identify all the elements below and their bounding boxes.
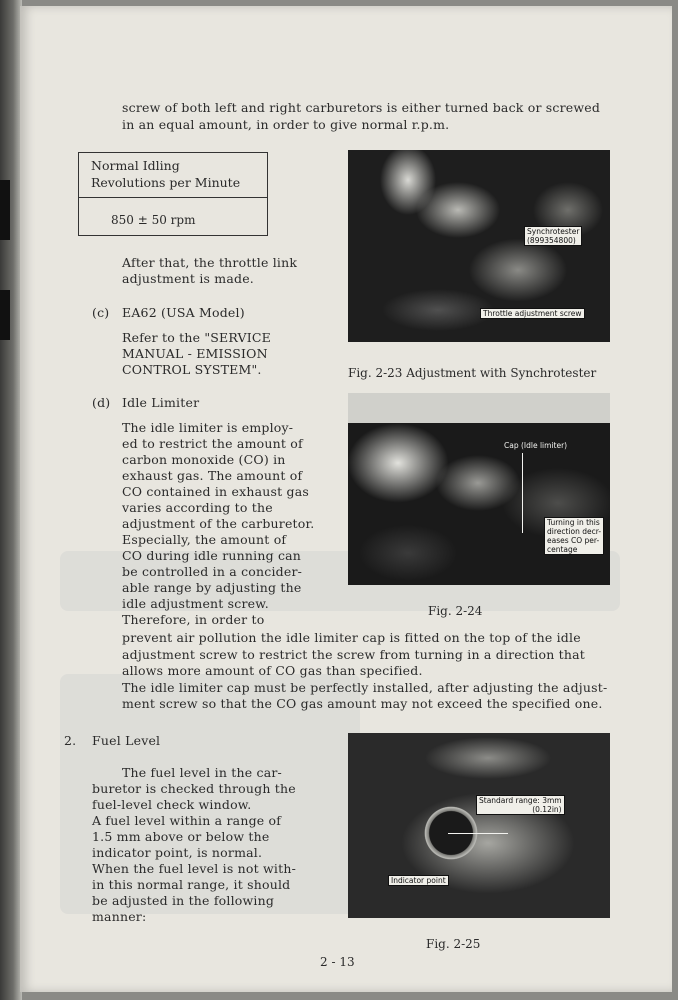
section-d-body-line: adjustment of the carburetor. [122, 516, 315, 531]
section-2-body-line: be adjusted in the following [92, 893, 275, 908]
after-text-line: After that, the throttle link [122, 255, 298, 270]
table-header-line: Revolutions per Minute [91, 175, 241, 190]
section-d-wide-line: ment screw so that the CO gas amount may not exceed the specified one. [122, 696, 603, 711]
idle-rpm-value: 850 ± 50 rpm [111, 213, 196, 227]
section-d-body-line: carbon monoxide (CO) in [122, 452, 286, 467]
synchrotester-label-line: (899354800) [527, 236, 576, 245]
section-2-body-line: A fuel level within a range of [92, 813, 282, 828]
synchrotester-label [524, 226, 582, 246]
section-c-title: EA62 (USA Model) [122, 305, 245, 320]
fig-2-23-photo [348, 150, 610, 342]
fig-2-24-caption: Fig. 2-24 [428, 604, 483, 618]
turning-label-line: direction decr- [547, 527, 602, 536]
section-d-body-line: idle adjustment screw. [122, 596, 269, 611]
fig-2-24-photo [348, 393, 610, 585]
section-2-body-line: 1.5 mm above or below the [92, 829, 270, 844]
section-d-body-line: be controlled in a concider- [122, 564, 303, 579]
section-d-label: (d) [92, 395, 111, 410]
section-d-wide-line: The idle limiter cap must be perfectly installed, after adjusting the adjust- [122, 680, 608, 695]
section-2-body-line: buretor is checked through the [92, 781, 296, 796]
synchrotester-label-line: Synchrotester [527, 227, 580, 236]
idle-rpm-table-value [79, 201, 267, 235]
section-d-body-line: Therefore, in order to [122, 612, 265, 627]
section-d-title: Idle Limiter [122, 395, 200, 410]
section-d-body-line: ed to restrict the amount of [122, 436, 303, 451]
section-c-label: (c) [92, 305, 110, 320]
page-number: 2 - 13 [320, 955, 355, 969]
section-d-body-line: CO contained in exhaust gas [122, 484, 309, 499]
leader-line [522, 453, 523, 533]
fig-2-25-photo [348, 733, 610, 918]
indicator-line [448, 833, 508, 834]
edge-mark [0, 290, 10, 340]
section-d-body-line: Especially, the amount of [122, 532, 287, 547]
section-2-body-line: When the fuel level is not with- [92, 861, 296, 876]
section-2-body-line: in this normal range, it should [92, 877, 291, 892]
after-text-line: adjustment is made. [122, 271, 254, 286]
section-2-body-line: indicator point, is normal. [92, 845, 263, 860]
page-binding-edge [0, 0, 22, 1000]
turning-label-line: centage [547, 545, 578, 554]
section-d-wide-line: adjustment screw to restrict the screw from turning in a direction that [122, 647, 586, 662]
section-2-body-line: manner: [92, 909, 147, 924]
section-d-body-line: varies according to the [122, 500, 273, 515]
section-c-body-line: Refer to the "SERVICE [122, 330, 272, 345]
idle-limiter-cap-label: Cap (Idle limiter) [504, 441, 568, 450]
range-label-line: Standard range: 3mm [479, 796, 562, 805]
intro-line: screw of both left and right carburetors is either turned back or screwed [122, 100, 601, 115]
section-2-body-line: The fuel level in the car- [122, 765, 282, 780]
section-c-body-line: MANUAL - EMISSION [122, 346, 268, 361]
throttle-screw-label: Throttle adjustment screw [480, 308, 585, 319]
fig-2-23-caption: Fig. 2-23 Adjustment with Synchrotester [348, 366, 597, 380]
indicator-point-label: Indicator point [388, 875, 449, 886]
section-c-body-line: CONTROL SYSTEM". [122, 362, 262, 377]
section-2-title: Fuel Level [92, 733, 161, 748]
turning-label-line: eases CO per- [547, 536, 600, 545]
edge-mark [0, 180, 10, 240]
idle-rpm-table [78, 152, 268, 236]
turning-label-line: Turning in this [547, 518, 600, 527]
fig-2-25-caption: Fig. 2-25 [426, 937, 481, 951]
section-d-body-line: The idle limiter is employ- [122, 420, 294, 435]
range-label-line: (0.12in) [532, 805, 562, 814]
table-header-line: Normal Idling [91, 158, 180, 173]
turning-direction-label [544, 517, 604, 555]
section-d-wide-line: allows more amount of CO gas than specified. [122, 663, 423, 678]
idle-rpm-table-header [79, 153, 267, 198]
section-2-body-line: fuel-level check window. [92, 797, 252, 812]
section-2-number: 2. [64, 733, 77, 748]
section-d-body-line: CO during idle running can [122, 548, 302, 563]
section-d-body-line: able range by adjusting the [122, 580, 302, 595]
section-d-wide-line: prevent air pollution the idle limiter cap is fitted on the top of the idle [122, 630, 581, 645]
intro-line: in an equal amount, in order to give normal r.p.m. [122, 117, 450, 132]
standard-range-label [476, 795, 565, 815]
section-d-body-line: exhaust gas. The amount of [122, 468, 303, 483]
